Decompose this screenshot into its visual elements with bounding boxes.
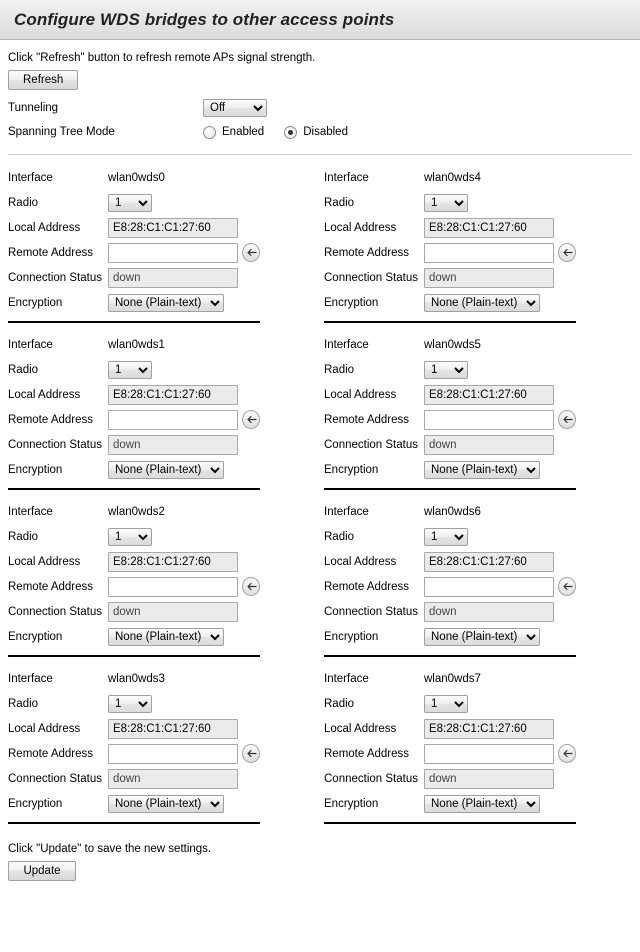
wds-block — [324, 499, 576, 655]
remote-address-label: Remote Address — [8, 413, 94, 426]
encryption-select[interactable] — [108, 628, 224, 646]
block-divider — [8, 488, 260, 490]
connection-status-label: Connection Status — [324, 772, 418, 785]
connection-status-label: Connection Status — [324, 605, 418, 618]
encryption-select[interactable] — [424, 628, 540, 646]
interface-row — [324, 499, 576, 524]
remote-address-label: Remote Address — [8, 747, 94, 760]
spanning-enabled-radio[interactable] — [203, 126, 216, 139]
remote-address-input[interactable] — [108, 243, 238, 263]
interface-value: wlan0wds0 — [108, 171, 165, 184]
encryption-label: Encryption — [8, 463, 63, 476]
remote-address-row — [324, 240, 576, 265]
arrow-left-circle-icon[interactable] — [558, 744, 576, 763]
connection-status-label: Connection Status — [324, 271, 418, 284]
spanning-enabled-label: Enabled — [222, 126, 265, 138]
radio-row — [324, 524, 576, 549]
local-address-label: Local Address — [8, 555, 81, 568]
interface-value: wlan0wds6 — [424, 505, 481, 518]
encryption-row — [324, 290, 576, 315]
interface-row — [8, 499, 260, 524]
block-divider — [8, 822, 260, 824]
connection-status-value — [424, 268, 554, 288]
encryption-row — [324, 791, 576, 816]
intro-section — [0, 40, 640, 90]
wds-column-left — [8, 165, 260, 833]
remote-address-row — [8, 574, 260, 599]
remote-address-row — [8, 240, 260, 265]
update-button[interactable]: Update — [8, 861, 76, 881]
encryption-label: Encryption — [324, 630, 379, 643]
wds-block — [324, 165, 576, 321]
spanning-tree-row — [0, 120, 640, 144]
remote-address-label: Remote Address — [324, 246, 410, 259]
intro-text: Click "Refresh" button to refresh remote APs signal strength. — [8, 52, 316, 64]
arrow-left-circle-icon[interactable] — [558, 577, 576, 596]
local-address-input — [424, 385, 554, 405]
radio-select[interactable] — [108, 194, 152, 212]
wds-block — [8, 499, 260, 655]
remote-address-label: Remote Address — [8, 580, 94, 593]
interface-label: Interface — [8, 338, 53, 351]
wds-grid — [0, 154, 640, 833]
interface-label: Interface — [324, 338, 369, 351]
connection-status-row — [8, 599, 260, 624]
encryption-row — [8, 791, 260, 816]
radio-select[interactable] — [108, 528, 152, 546]
radio-row — [8, 524, 260, 549]
local-address-row — [8, 549, 260, 574]
local-address-label: Local Address — [8, 221, 81, 234]
radio-row — [324, 357, 576, 382]
connection-status-value — [108, 268, 238, 288]
wds-block — [324, 332, 576, 488]
encryption-label: Encryption — [324, 797, 379, 810]
remote-address-label: Remote Address — [8, 246, 94, 259]
encryption-row — [8, 290, 260, 315]
local-address-label: Local Address — [8, 722, 81, 735]
interface-label: Interface — [324, 171, 369, 184]
grid-top-divider — [8, 154, 632, 155]
tunneling-select[interactable] — [203, 99, 267, 117]
footer-text: Click "Update" to save the new settings. — [8, 843, 212, 855]
tunneling-label: Tunneling — [8, 102, 59, 114]
remote-address-row — [324, 741, 576, 766]
remote-address-input[interactable] — [108, 577, 238, 597]
local-address-row — [324, 549, 576, 574]
spanning-disabled-label: Disabled — [303, 126, 348, 138]
radio-select[interactable] — [424, 528, 468, 546]
connection-status-row — [8, 265, 260, 290]
local-address-input — [424, 719, 554, 739]
wds-block — [8, 165, 260, 321]
radio-row — [8, 691, 260, 716]
encryption-row — [8, 624, 260, 649]
remote-address-row — [8, 407, 260, 432]
local-address-label: Local Address — [8, 388, 81, 401]
interface-row — [324, 332, 576, 357]
radio-select[interactable] — [108, 361, 152, 379]
remote-address-label: Remote Address — [324, 580, 410, 593]
tunneling-row — [0, 96, 640, 120]
spanning-tree-radio-group — [203, 126, 362, 139]
interface-row — [8, 332, 260, 357]
radio-label: Radio — [8, 363, 39, 376]
remote-address-input[interactable] — [108, 744, 238, 764]
interface-row — [8, 165, 260, 190]
interface-row — [324, 165, 576, 190]
local-address-label: Local Address — [324, 722, 397, 735]
radio-select[interactable] — [424, 361, 468, 379]
connection-status-value — [424, 602, 554, 622]
arrow-left-circle-icon[interactable] — [242, 410, 260, 429]
interface-value: wlan0wds4 — [424, 171, 481, 184]
footer-section — [0, 833, 640, 881]
radio-row — [324, 691, 576, 716]
wds-block — [8, 666, 260, 822]
wds-column-right — [324, 165, 576, 833]
encryption-label: Encryption — [324, 463, 379, 476]
radio-label: Radio — [8, 196, 39, 209]
encryption-select[interactable] — [424, 795, 540, 813]
radio-label: Radio — [8, 697, 39, 710]
local-address-input — [108, 385, 238, 405]
local-address-input — [424, 552, 554, 572]
page-header — [0, 0, 640, 40]
encryption-select[interactable] — [108, 461, 224, 479]
local-address-input — [108, 218, 238, 238]
interface-value: wlan0wds7 — [424, 672, 481, 685]
interface-label: Interface — [8, 505, 53, 518]
connection-status-row — [8, 432, 260, 457]
block-divider — [324, 822, 576, 824]
radio-label: Radio — [324, 196, 355, 209]
interface-label: Interface — [8, 672, 53, 685]
wds-block — [8, 332, 260, 488]
radio-row — [8, 190, 260, 215]
connection-status-value — [424, 769, 554, 789]
remote-address-label: Remote Address — [324, 747, 410, 760]
encryption-row — [324, 624, 576, 649]
encryption-label: Encryption — [324, 296, 379, 309]
arrow-left-circle-icon[interactable] — [558, 410, 576, 429]
local-address-input — [108, 719, 238, 739]
connection-status-row — [8, 766, 260, 791]
radio-select[interactable] — [424, 194, 468, 212]
remote-address-row — [324, 407, 576, 432]
encryption-label: Encryption — [8, 797, 63, 810]
interface-row — [324, 666, 576, 691]
local-address-label: Local Address — [324, 555, 397, 568]
connection-status-label: Connection Status — [8, 605, 102, 618]
interface-label: Interface — [8, 171, 53, 184]
interface-label: Interface — [324, 672, 369, 685]
remote-address-row — [324, 574, 576, 599]
arrow-left-circle-icon[interactable] — [242, 744, 260, 763]
interface-value: wlan0wds1 — [108, 338, 165, 351]
interface-row — [8, 666, 260, 691]
encryption-select[interactable] — [424, 294, 540, 312]
connection-status-row — [324, 432, 576, 457]
radio-label: Radio — [324, 363, 355, 376]
remote-address-input[interactable] — [424, 744, 554, 764]
connection-status-label: Connection Status — [8, 438, 102, 451]
local-address-row — [8, 215, 260, 240]
local-address-row — [8, 382, 260, 407]
connection-status-label: Connection Status — [8, 772, 102, 785]
encryption-select[interactable] — [108, 294, 224, 312]
local-address-label: Local Address — [324, 221, 397, 234]
local-address-label: Local Address — [324, 388, 397, 401]
local-address-row — [324, 215, 576, 240]
interface-value: wlan0wds2 — [108, 505, 165, 518]
connection-status-value — [424, 435, 554, 455]
radio-row — [324, 190, 576, 215]
connection-status-value — [108, 769, 238, 789]
remote-address-input[interactable] — [424, 243, 554, 263]
block-divider — [8, 655, 260, 657]
arrow-left-circle-icon[interactable] — [558, 243, 576, 262]
connection-status-row — [324, 599, 576, 624]
local-address-input — [108, 552, 238, 572]
radio-label: Radio — [8, 530, 39, 543]
encryption-label: Encryption — [8, 296, 63, 309]
arrow-left-circle-icon[interactable] — [242, 243, 260, 262]
local-address-row — [8, 716, 260, 741]
encryption-row — [8, 457, 260, 482]
remote-address-row — [8, 741, 260, 766]
encryption-select[interactable] — [108, 795, 224, 813]
connection-status-row — [324, 766, 576, 791]
radio-label: Radio — [324, 697, 355, 710]
block-divider — [324, 655, 576, 657]
interface-label: Interface — [324, 505, 369, 518]
connection-status-row — [324, 265, 576, 290]
radio-select[interactable] — [424, 695, 468, 713]
radio-row — [8, 357, 260, 382]
connection-status-label: Connection Status — [324, 438, 418, 451]
radio-label: Radio — [324, 530, 355, 543]
remote-address-input[interactable] — [424, 577, 554, 597]
interface-value: wlan0wds5 — [424, 338, 481, 351]
page-title: Configure WDS bridges to other access points — [14, 9, 395, 29]
local-address-row — [324, 716, 576, 741]
remote-address-label: Remote Address — [324, 413, 410, 426]
radio-select[interactable] — [108, 695, 152, 713]
arrow-left-circle-icon[interactable] — [242, 577, 260, 596]
local-address-row — [324, 382, 576, 407]
block-divider — [8, 321, 260, 323]
spanning-disabled-radio[interactable] — [284, 126, 297, 139]
block-divider — [324, 488, 576, 490]
encryption-row — [324, 457, 576, 482]
refresh-button[interactable]: Refresh — [8, 70, 78, 90]
connection-status-value — [108, 435, 238, 455]
block-divider — [324, 321, 576, 323]
spanning-tree-label: Spanning Tree Mode — [8, 126, 115, 138]
local-address-input — [424, 218, 554, 238]
remote-address-input[interactable] — [424, 410, 554, 430]
connection-status-label: Connection Status — [8, 271, 102, 284]
remote-address-input[interactable] — [108, 410, 238, 430]
encryption-label: Encryption — [8, 630, 63, 643]
wds-block — [324, 666, 576, 822]
encryption-select[interactable] — [424, 461, 540, 479]
connection-status-value — [108, 602, 238, 622]
interface-value: wlan0wds3 — [108, 672, 165, 685]
